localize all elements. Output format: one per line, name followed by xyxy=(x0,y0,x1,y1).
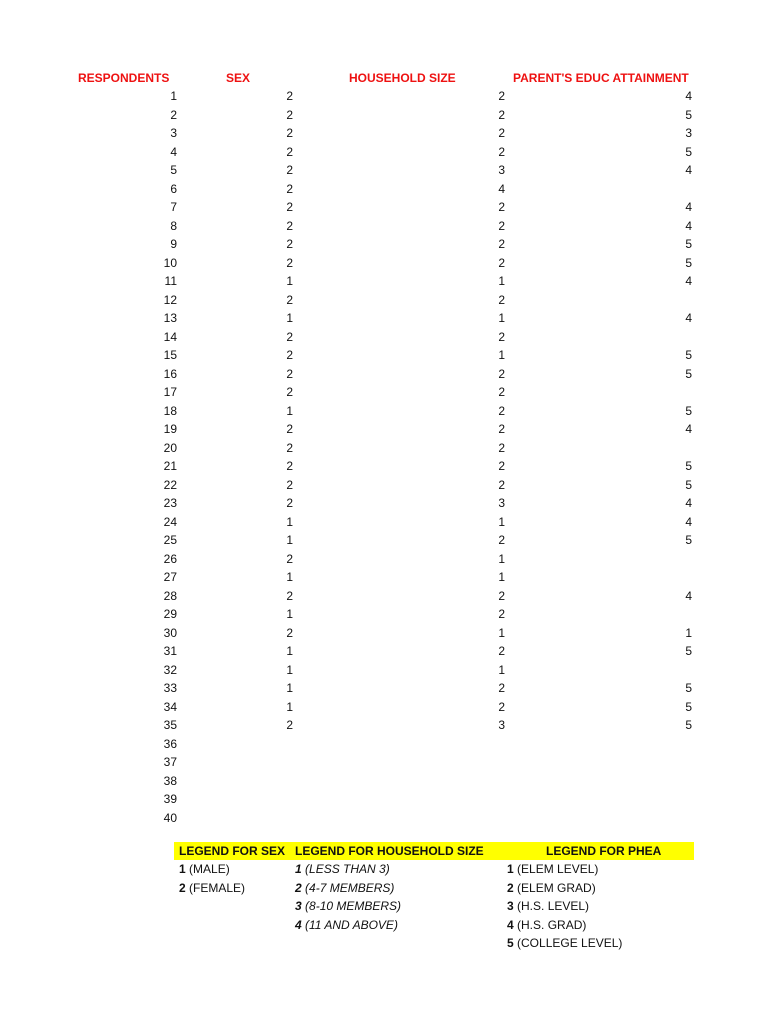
table-row xyxy=(0,605,768,624)
table-row xyxy=(0,790,768,809)
table-row xyxy=(0,383,768,402)
respondent-cell: 7 xyxy=(170,200,177,214)
respondent-cell: 29 xyxy=(163,607,177,621)
sex-cell: 2 xyxy=(286,144,293,159)
legend-key: 1 xyxy=(295,862,302,876)
household-cell: 2 xyxy=(498,459,505,473)
respondent-cell: 9 xyxy=(170,237,177,251)
legend-label: (4-7 MEMBERS) xyxy=(301,880,395,895)
legend-item xyxy=(507,860,622,879)
table-row xyxy=(0,809,768,828)
household-cell: 2 xyxy=(498,588,505,603)
respondent-cell: 26 xyxy=(163,551,177,566)
legend-household-title: LEGEND FOR HOUSEHOLD SIZE xyxy=(295,844,484,858)
legend-sex-title: LEGEND FOR SEX xyxy=(179,844,286,858)
sex-cell: 1 xyxy=(286,644,293,658)
table-row xyxy=(0,161,768,180)
table-row xyxy=(0,346,768,365)
table-row xyxy=(0,531,768,550)
household-cell: 1 xyxy=(498,348,505,362)
phea-cell: 4 xyxy=(685,200,692,214)
respondent-cell: 39 xyxy=(163,792,177,806)
respondent-cell: 10 xyxy=(163,255,177,270)
sex-cell: 2 xyxy=(286,366,293,381)
sex-cell: 2 xyxy=(286,496,293,510)
table-row xyxy=(0,235,768,254)
legend-label: (MALE) xyxy=(185,862,230,876)
respondent-cell: 21 xyxy=(163,459,177,473)
respondent-cell: 18 xyxy=(163,403,177,418)
household-cell: 3 xyxy=(498,163,505,177)
respondent-cell: 25 xyxy=(163,533,177,547)
phea-cell: 4 xyxy=(685,496,692,510)
sex-cell: 2 xyxy=(286,181,293,196)
household-cell: 2 xyxy=(498,607,505,621)
legend-label: (H.S. GRAD) xyxy=(513,917,587,932)
sex-cell: 1 xyxy=(286,514,293,529)
data-table xyxy=(0,87,768,827)
table-row xyxy=(0,624,768,643)
household-cell: 2 xyxy=(498,126,505,140)
phea-cell: 4 xyxy=(685,163,692,177)
sex-cell: 2 xyxy=(286,440,293,455)
legend-phea-title: LEGEND FOR PHEA xyxy=(546,844,662,858)
table-row xyxy=(0,198,768,217)
household-cell: 1 xyxy=(498,662,505,677)
legend-label: (11 AND ABOVE) xyxy=(301,917,398,932)
sex-cell: 1 xyxy=(286,681,293,695)
sex-cell: 2 xyxy=(286,329,293,344)
table-row xyxy=(0,402,768,421)
table-row xyxy=(0,106,768,125)
table-row xyxy=(0,513,768,532)
legend-label: (ELEM LEVEL) xyxy=(513,862,599,876)
phea-cell: 4 xyxy=(685,274,692,288)
phea-cell: 4 xyxy=(685,89,692,103)
header-respondents: RESPONDENTS xyxy=(78,71,170,85)
legend-label: (H.S. LEVEL) xyxy=(513,899,590,913)
sex-cell: 2 xyxy=(286,459,293,473)
sex-cell: 2 xyxy=(286,218,293,233)
respondent-cell: 4 xyxy=(170,144,177,159)
respondent-cell: 11 xyxy=(164,274,177,288)
table-row xyxy=(0,420,768,439)
legend-label: (FEMALE) xyxy=(185,880,246,895)
household-cell: 2 xyxy=(498,107,505,122)
table-row xyxy=(0,328,768,347)
table-row xyxy=(0,143,768,162)
sex-cell: 2 xyxy=(286,551,293,566)
phea-cell: 4 xyxy=(685,514,692,529)
respondent-cell: 12 xyxy=(163,292,177,307)
sex-cell: 2 xyxy=(286,422,293,436)
household-cell: 2 xyxy=(498,218,505,233)
phea-cell: 5 xyxy=(685,718,692,732)
table-row xyxy=(0,568,768,587)
household-cell: 1 xyxy=(498,514,505,529)
respondent-cell: 13 xyxy=(163,311,177,325)
table-row xyxy=(0,679,768,698)
phea-cell: 5 xyxy=(685,107,692,122)
household-cell: 2 xyxy=(498,366,505,381)
phea-cell: 5 xyxy=(685,681,692,695)
respondent-cell: 32 xyxy=(163,662,177,677)
phea-cell: 5 xyxy=(685,644,692,658)
phea-cell: 4 xyxy=(685,422,692,436)
table-row xyxy=(0,439,768,458)
phea-cell: 1 xyxy=(685,625,692,640)
header-sex: SEX xyxy=(226,71,251,85)
legend-key: 2 xyxy=(295,880,302,895)
table-row xyxy=(0,661,768,680)
sex-cell: 2 xyxy=(286,385,293,399)
respondent-cell: 6 xyxy=(170,181,177,196)
respondent-cell: 38 xyxy=(163,773,177,788)
respondent-cell: 27 xyxy=(163,570,177,584)
table-row xyxy=(0,716,768,735)
sex-cell: 2 xyxy=(286,348,293,362)
phea-cell: 5 xyxy=(685,459,692,473)
table-row xyxy=(0,476,768,495)
table-row xyxy=(0,735,768,754)
table-row xyxy=(0,772,768,791)
household-cell: 2 xyxy=(498,255,505,270)
table-row xyxy=(0,87,768,106)
household-cell: 2 xyxy=(498,699,505,714)
respondent-cell: 23 xyxy=(163,496,177,510)
legend-item xyxy=(295,879,401,898)
sex-cell: 1 xyxy=(286,533,293,547)
header-household-size: HOUSEHOLD SIZE xyxy=(349,71,456,85)
respondent-cell: 40 xyxy=(163,810,177,825)
respondent-cell: 17 xyxy=(163,385,177,399)
sex-cell: 2 xyxy=(286,89,293,103)
respondent-cell: 24 xyxy=(163,514,177,529)
household-cell: 2 xyxy=(498,644,505,658)
household-cell: 2 xyxy=(498,403,505,418)
phea-cell: 3 xyxy=(685,126,692,140)
phea-cell: 4 xyxy=(685,218,692,233)
sex-cell: 1 xyxy=(286,403,293,418)
respondent-cell: 33 xyxy=(163,681,177,695)
respondent-cell: 2 xyxy=(170,107,177,122)
legend-item xyxy=(295,860,401,879)
sex-cell: 1 xyxy=(286,662,293,677)
respondent-cell: 36 xyxy=(163,736,177,751)
phea-cell: 5 xyxy=(685,533,692,547)
respondent-cell: 1 xyxy=(170,89,177,103)
household-cell: 1 xyxy=(498,311,505,325)
respondent-cell: 30 xyxy=(163,625,177,640)
household-cell: 1 xyxy=(498,570,505,584)
respondent-cell: 34 xyxy=(163,699,177,714)
household-cell: 2 xyxy=(498,422,505,436)
phea-cell: 5 xyxy=(685,348,692,362)
household-cell: 2 xyxy=(498,89,505,103)
sex-cell: 2 xyxy=(286,163,293,177)
legend-key: 2 xyxy=(179,880,186,895)
respondent-cell: 37 xyxy=(163,755,177,769)
respondent-cell: 3 xyxy=(170,126,177,140)
legend-item xyxy=(507,897,622,916)
respondent-cell: 20 xyxy=(163,440,177,455)
sex-cell: 1 xyxy=(286,699,293,714)
legend-item xyxy=(507,916,622,935)
respondent-cell: 8 xyxy=(170,218,177,233)
table-row xyxy=(0,217,768,236)
legend-household-list xyxy=(295,860,401,934)
phea-cell: 5 xyxy=(685,255,692,270)
legend-key: 2 xyxy=(507,880,514,895)
respondent-cell: 5 xyxy=(170,163,177,177)
table-row xyxy=(0,698,768,717)
legend-key: 4 xyxy=(295,917,302,932)
legend-item xyxy=(295,897,401,916)
sex-cell: 2 xyxy=(286,718,293,732)
respondent-cell: 28 xyxy=(163,588,177,603)
phea-cell: 4 xyxy=(685,311,692,325)
household-cell: 3 xyxy=(498,718,505,732)
sex-cell: 1 xyxy=(286,607,293,621)
legend-item xyxy=(295,916,401,935)
sex-cell: 2 xyxy=(286,477,293,492)
table-row xyxy=(0,753,768,772)
respondent-cell: 35 xyxy=(163,718,177,732)
phea-cell: 5 xyxy=(685,237,692,251)
legend-item xyxy=(507,934,622,953)
household-cell: 2 xyxy=(498,237,505,251)
table-row xyxy=(0,550,768,569)
household-cell: 2 xyxy=(498,329,505,344)
sex-cell: 2 xyxy=(286,200,293,214)
table-row xyxy=(0,642,768,661)
table-row xyxy=(0,587,768,606)
household-cell: 2 xyxy=(498,200,505,214)
header-parents-educ: PARENT'S EDUC ATTAINMENT xyxy=(513,71,689,85)
household-cell: 1 xyxy=(498,274,505,288)
phea-cell: 5 xyxy=(685,366,692,381)
sex-cell: 2 xyxy=(286,126,293,140)
table-row xyxy=(0,291,768,310)
legend-key: 1 xyxy=(507,862,514,876)
table-row xyxy=(0,180,768,199)
household-cell: 1 xyxy=(498,625,505,640)
table-row xyxy=(0,309,768,328)
household-cell: 2 xyxy=(498,533,505,547)
respondent-cell: 31 xyxy=(163,644,177,658)
table-row xyxy=(0,124,768,143)
household-cell: 2 xyxy=(498,144,505,159)
sex-cell: 2 xyxy=(286,625,293,640)
household-cell: 2 xyxy=(498,292,505,307)
table-row xyxy=(0,254,768,273)
legend-item xyxy=(507,879,622,898)
respondent-cell: 14 xyxy=(163,329,177,344)
legend-phea-list xyxy=(507,860,622,953)
legend-label: (8-10 MEMBERS) xyxy=(301,899,402,913)
table-row xyxy=(0,494,768,513)
sex-cell: 2 xyxy=(286,255,293,270)
table-row xyxy=(0,457,768,476)
sex-cell: 2 xyxy=(286,237,293,251)
respondent-cell: 19 xyxy=(163,422,177,436)
household-cell: 2 xyxy=(498,681,505,695)
sex-cell: 1 xyxy=(286,311,293,325)
sex-cell: 2 xyxy=(286,292,293,307)
legend-item xyxy=(179,860,245,879)
household-cell: 3 xyxy=(498,496,505,510)
legend-label: (COLLEGE LEVEL) xyxy=(513,936,623,950)
respondent-cell: 22 xyxy=(163,477,177,492)
legend-label: (ELEM GRAD) xyxy=(513,880,596,895)
phea-cell: 5 xyxy=(685,403,692,418)
household-cell: 2 xyxy=(498,385,505,399)
table-row xyxy=(0,365,768,384)
phea-cell: 5 xyxy=(685,477,692,492)
household-cell: 4 xyxy=(498,181,505,196)
phea-cell: 5 xyxy=(685,144,692,159)
phea-cell: 5 xyxy=(685,699,692,714)
household-cell: 2 xyxy=(498,440,505,455)
sex-cell: 1 xyxy=(286,570,293,584)
sex-cell: 2 xyxy=(286,588,293,603)
household-cell: 2 xyxy=(498,477,505,492)
legend-key: 4 xyxy=(507,917,514,932)
respondent-cell: 16 xyxy=(163,366,177,381)
legend-key: 1 xyxy=(179,862,186,876)
phea-cell: 4 xyxy=(685,588,692,603)
sex-cell: 2 xyxy=(286,107,293,122)
legend-key: 3 xyxy=(295,899,302,913)
legend-label: (LESS THAN 3) xyxy=(301,862,390,876)
sex-cell: 1 xyxy=(286,274,293,288)
legend-key: 5 xyxy=(507,936,514,950)
legend-sex-list xyxy=(179,860,245,897)
respondent-cell: 15 xyxy=(163,348,177,362)
legend-key: 3 xyxy=(507,899,514,913)
household-cell: 1 xyxy=(498,551,505,566)
legend-item xyxy=(179,879,245,898)
table-row xyxy=(0,272,768,291)
